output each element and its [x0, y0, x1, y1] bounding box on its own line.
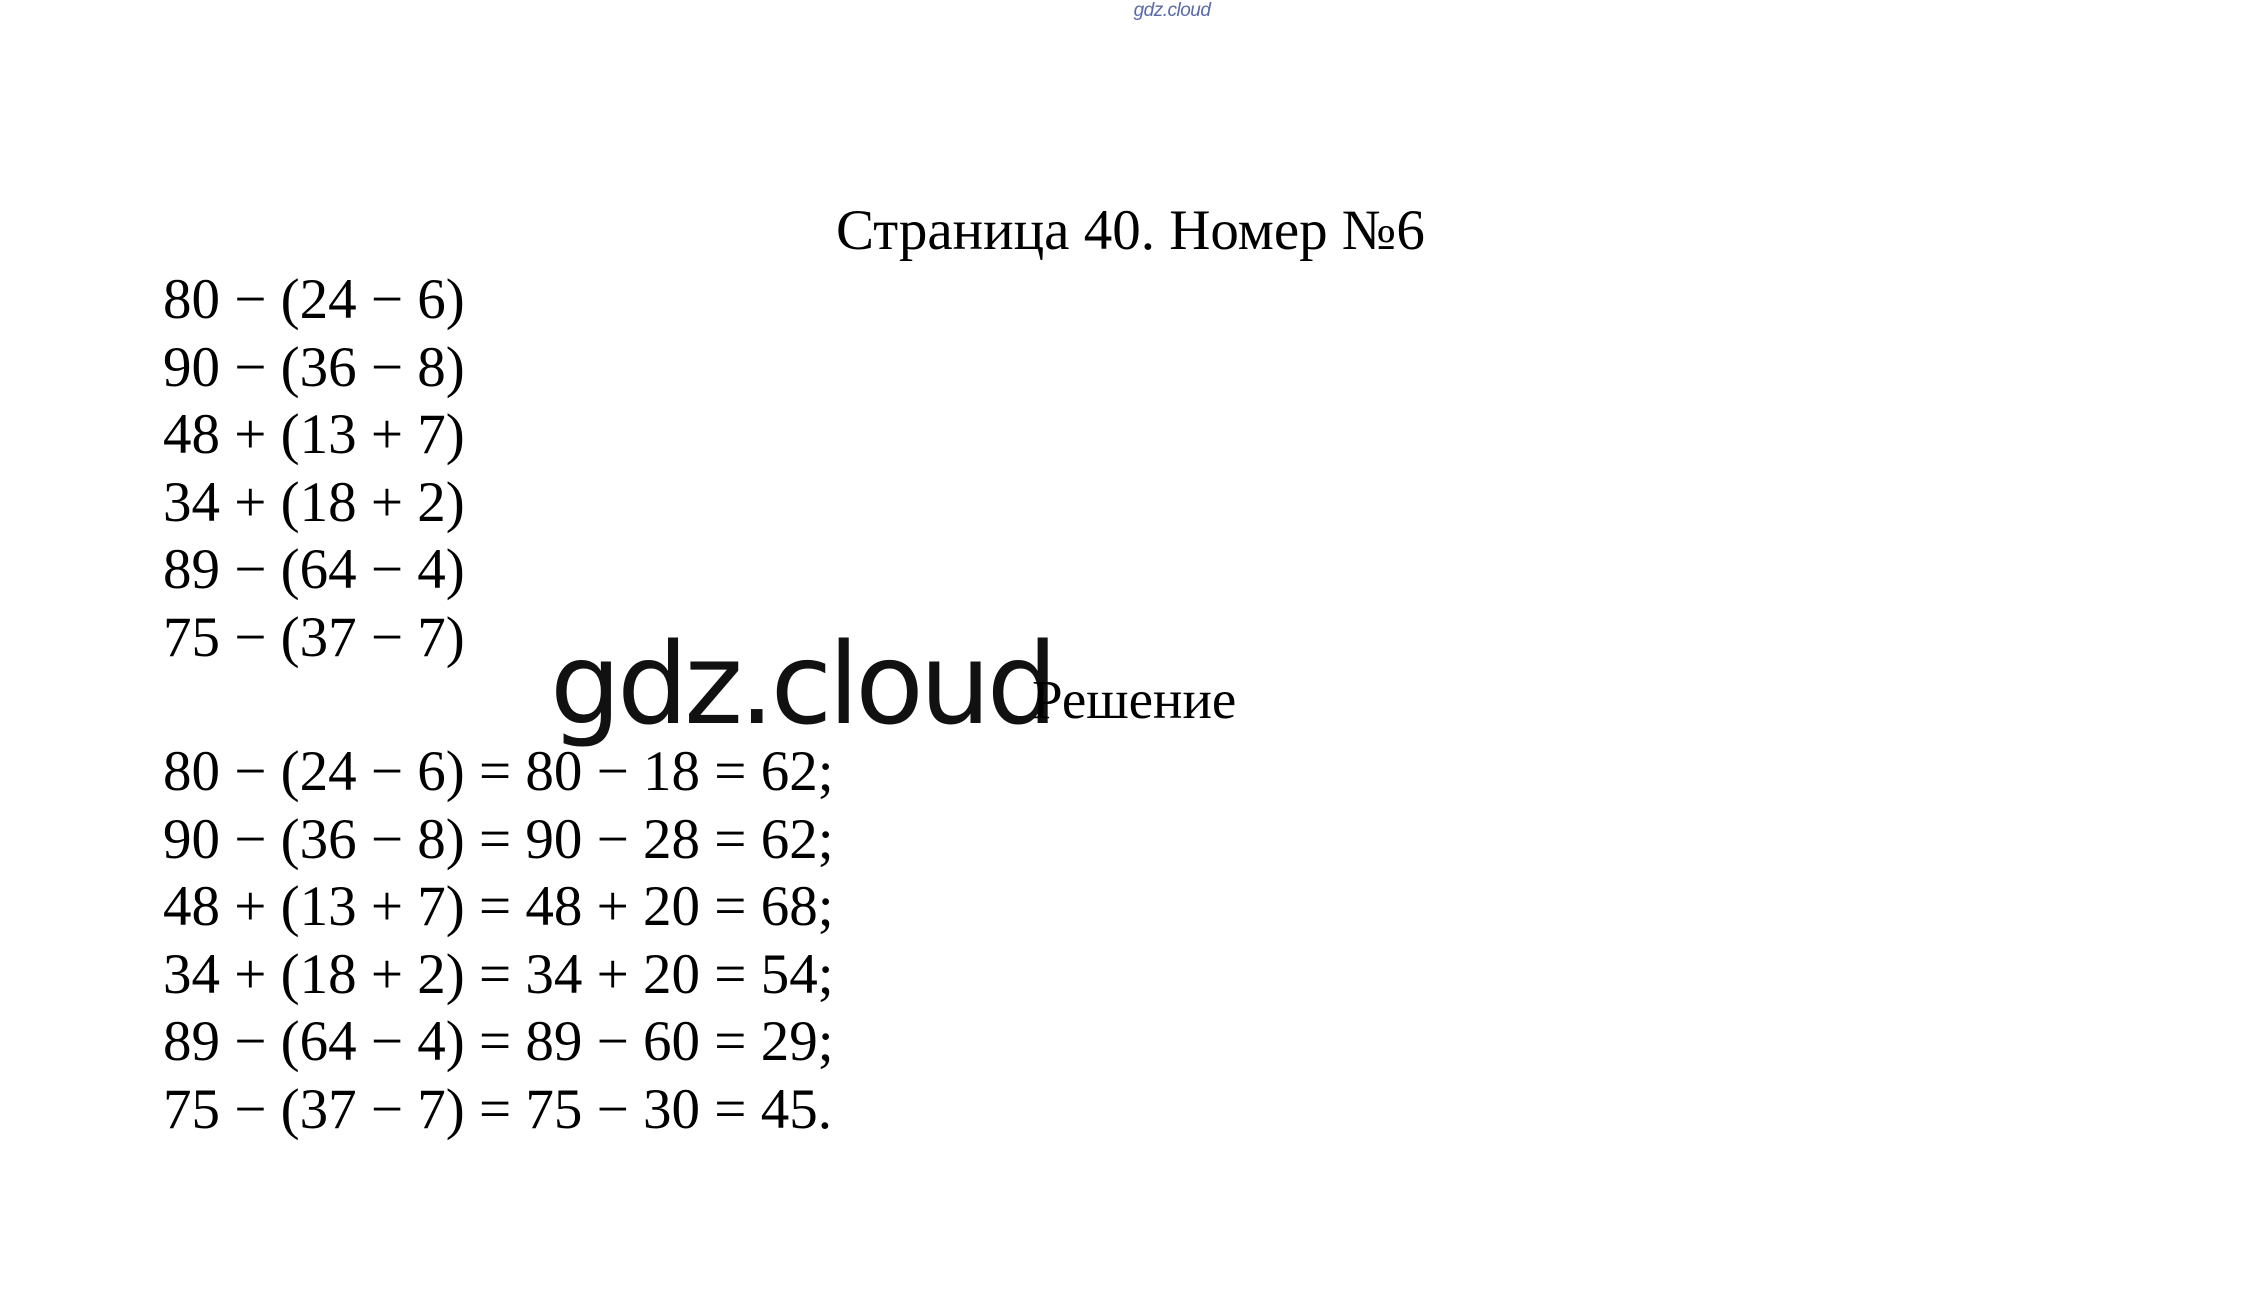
task-item: 75 − (37 − 7)	[163, 605, 465, 669]
task-item: 90 − (36 − 8)	[163, 335, 465, 399]
brand-watermark: gdz.cloud	[550, 620, 1054, 750]
task-item: 80 − (24 − 6)	[163, 268, 465, 331]
task-item: 48 + (13 + 7)	[163, 403, 465, 466]
solution-item: 89 − (64 − 4) = 89 − 60 = 29;	[163, 1010, 834, 1073]
solution-item: 34 + (18 + 2) = 34 + 20 = 54;	[163, 942, 834, 1006]
task-item: 89 − (64 − 4)	[163, 538, 465, 601]
solution-item: 80 − (24 − 6) = 80 − 18 = 62;	[163, 740, 834, 803]
solution-item: 75 − (37 − 7) = 75 − 30 = 45.	[163, 1077, 832, 1141]
task-list	[163, 266, 465, 671]
top-watermark: gdz.cloud	[1133, 0, 1211, 21]
page-title: Страница 40. Номер №6	[836, 199, 1425, 262]
solution-item: 48 + (13 + 7) = 48 + 20 = 68;	[163, 875, 834, 938]
solution-heading: Решение	[1032, 669, 1237, 730]
solution-list	[163, 738, 834, 1143]
task-item: 34 + (18 + 2)	[163, 470, 465, 534]
solution-item: 90 − (36 − 8) = 90 − 28 = 62;	[163, 807, 834, 871]
